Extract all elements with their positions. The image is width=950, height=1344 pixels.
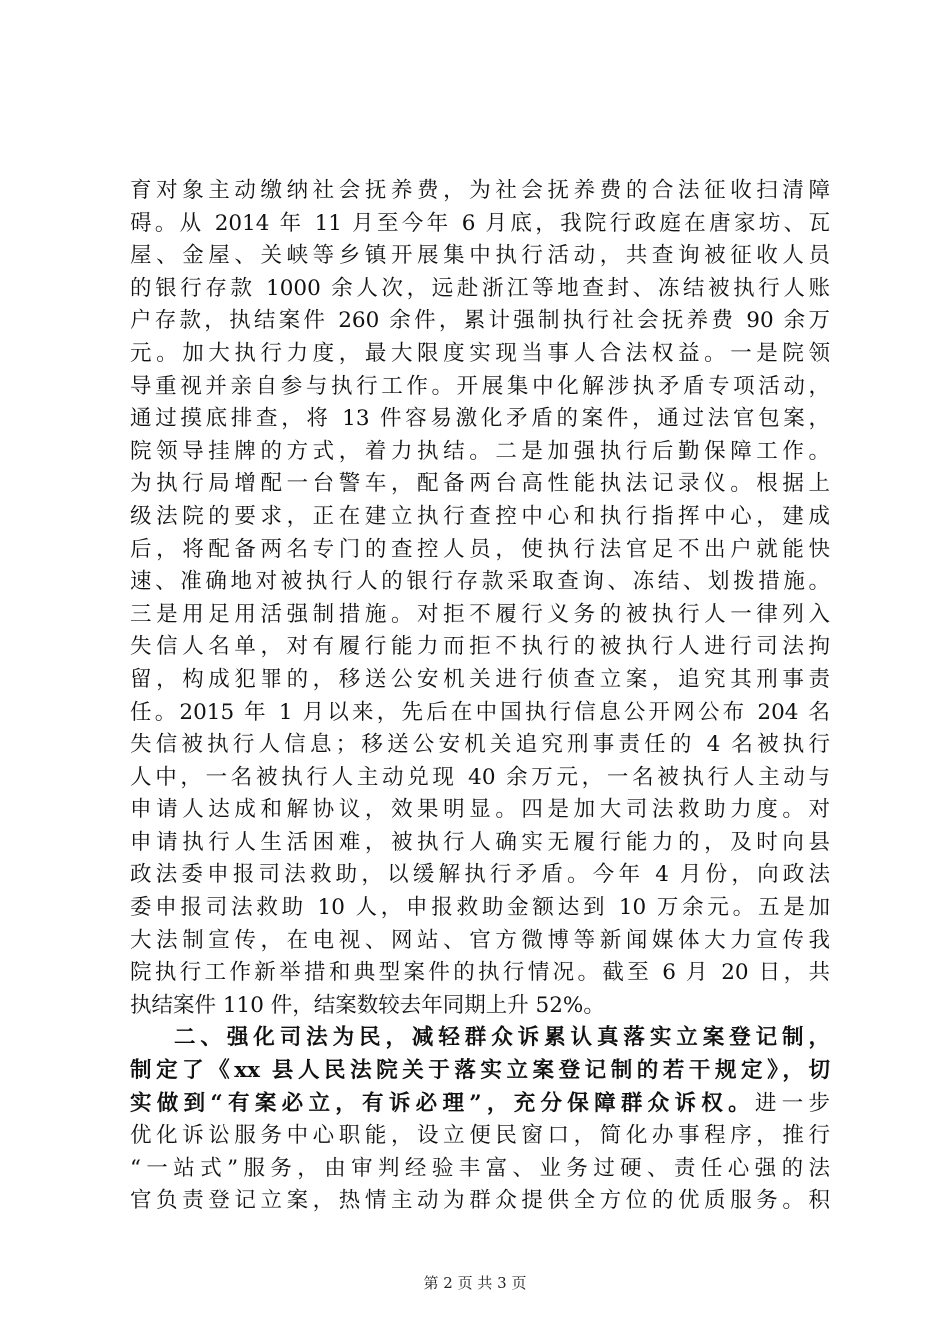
paragraph-line: 任。2015 年 1 月以来，先后在中国执行信息公开网公布 204 名 [130, 699, 830, 725]
paragraph-line: 三是用足用活强制措施。对拒不履行义务的被执行人一律列入 [130, 601, 830, 627]
paragraph-line: 人中，一名被执行人主动兑现 40 余万元，一名被执行人主动与 [130, 764, 830, 790]
paragraph-line: 的银行存款 1000 余人次，远赴浙江等地查封、冻结被执行人账 [130, 275, 830, 301]
paragraph-line: 政法委申报司法救助，以缓解执行矛盾。今年 4 月份，向政法 [130, 862, 830, 888]
paragraph-line: 院执行工作新举措和典型案件的执行情况。截至 6 月 20 日，共 [130, 960, 830, 986]
paragraph-line: 碍。从 2014 年 11 月至今年 6 月底，我院行政庭在唐家坊、瓦 [130, 210, 830, 236]
paragraph-line: 官负责登记立案，热情主动为群众提供全方位的优质服务。积 [130, 1188, 830, 1214]
paragraph-line: 后，将配备两名专门的查控人员，使执行法官足不出户就能快 [130, 536, 830, 562]
paragraph-line: 元。加大执行力度，最大限度实现当事人合法权益。一是院领 [130, 340, 830, 366]
section-heading-mixed-line [130, 1088, 830, 1121]
paragraph-line: 院领导挂牌的方式，着力执结。二是加强执行后勤保障工作。 [130, 438, 830, 464]
paragraph-line: 户存款，执结案件 260 余件，累计强制执行社会抚养费 90 余万 [130, 308, 830, 334]
paragraph-line: 失信人名单，对有履行能力而拒不执行的被执行人进行司法拘 [130, 634, 830, 660]
section-heading-line: 二、强化司法为民，减轻群众诉累认真落实立案登记制， [174, 1025, 830, 1051]
section-body-run: 进一步 [754, 1090, 830, 1116]
paragraph-line: 委申报司法救助 10 人，申报救助金额达到 10 万余元。五是加 [130, 895, 830, 921]
paragraph-line: “一站式”服务，由审判经验丰富、业务过硬、责任心强的法 [130, 1155, 830, 1181]
section-heading-line: 制定了《xx 县人民法院关于落实立案登记制的若干规定》，切 [130, 1058, 830, 1084]
paragraph-line: 申请人达成和解协议，效果明显。四是加大司法救助力度。对 [130, 797, 830, 823]
paragraph-line: 申请执行人生活困难，被执行人确实无履行能力的，及时向县 [130, 829, 830, 855]
paragraph-line: 为执行局增配一台警车，配备两台高性能执法记录仪。根据上 [130, 471, 830, 497]
paragraph-line: 执结案件 110 件，结案数较去年同期上升 52%。 [130, 992, 605, 1018]
page-number-footer: 第 2 页 共 3 页 [423, 1274, 527, 1292]
paragraph-line: 育对象主动缴纳社会抚养费，为社会抚养费的合法征收扫清障 [130, 178, 830, 203]
paragraph-line: 通过摸底排查，将 13 件容易激化矛盾的案件，通过法官包案， [130, 406, 830, 432]
section-heading-bold-run: 实做到“有案必立，有诉必理”，充分保障群众诉权。 [130, 1090, 755, 1116]
paragraph-line: 导重视并亲自参与执行工作。开展集中化解涉执矛盾专项活动， [130, 373, 830, 399]
paragraph-line: 留，构成犯罪的，移送公安机关进行侦查立案，追究其刑事责 [130, 666, 830, 692]
paragraph-line: 失信被执行人信息；移送公安机关追究刑事责任的 4 名被执行 [130, 732, 830, 758]
paragraph-line: 优化诉讼服务中心职能，设立便民窗口，简化办事程序，推行 [130, 1123, 830, 1149]
paragraph-line: 屋、金屋、关峡等乡镇开展集中执行活动，共查询被征收人员 [130, 243, 830, 269]
document-body [130, 175, 830, 1218]
paragraph-line: 级法院的要求，正在建立执行查控中心和执行指挥中心，建成 [130, 503, 830, 529]
paragraph-line: 速、准确地对被执行人的银行存款采取查询、冻结、划拨措施。 [130, 569, 830, 595]
paragraph-line: 大法制宣传，在电视、网站、官方微博等新闻媒体大力宣传我 [130, 927, 830, 953]
